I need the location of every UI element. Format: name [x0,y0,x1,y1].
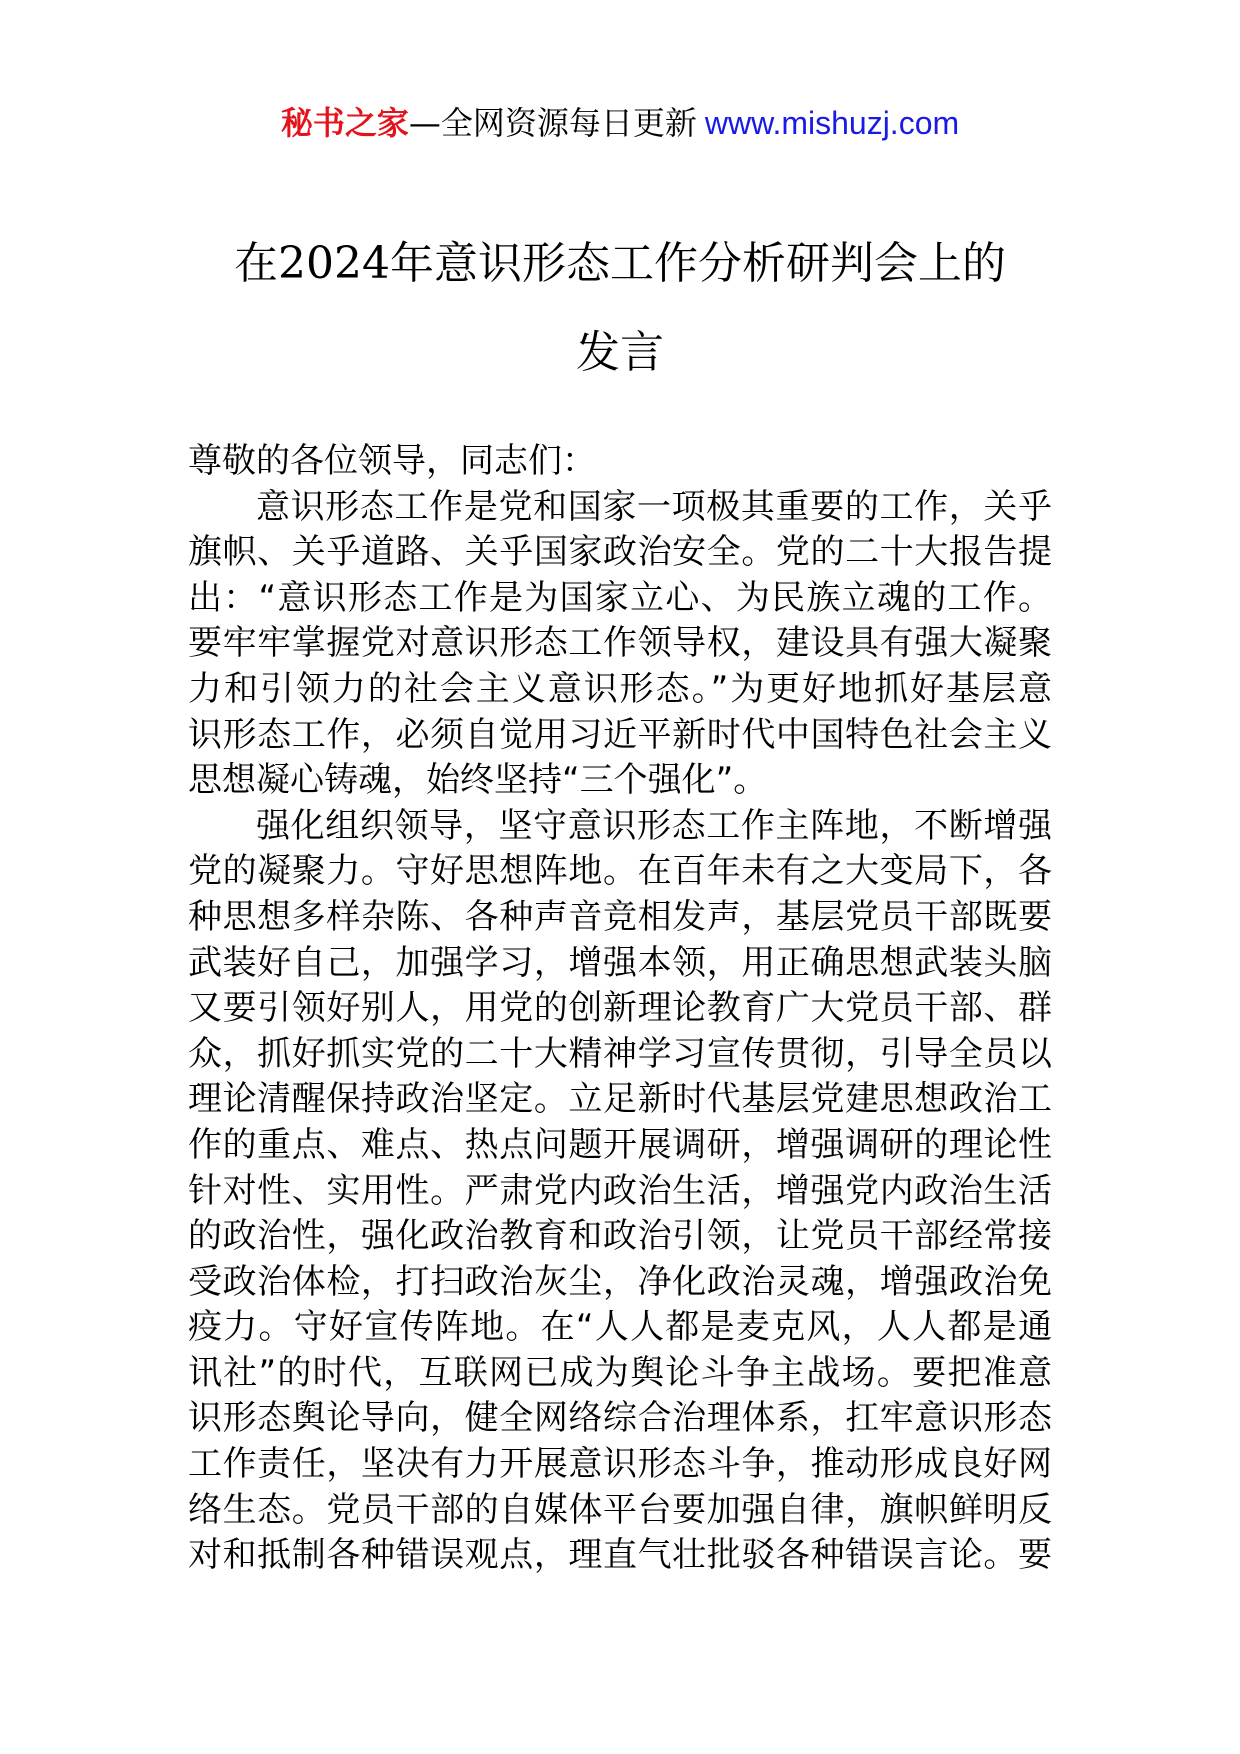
paragraph-line: 力和引领力的社会主义意识形态。”为更好地抓好基层意 [188,668,1052,709]
paragraph-line: 意识形态工作是党和国家一项极其重要的工作，关乎 [256,486,1052,527]
paragraph-line: 党的凝聚力。守好思想阵地。在百年未有之大变局下，各 [188,851,1052,892]
paragraph-line: 又要引领好别人，用党的创新理论教育广大党员干部、群 [188,988,1052,1029]
paragraph-line: 强化组织领导，坚守意识形态工作主阵地，不断增强 [256,805,1052,846]
document-title [0,219,1240,397]
title-line-1: 在2024年意识形态工作分析研判会上的 [234,238,1006,289]
paragraph-line: 对和抵制各种错误观点，理直气壮批驳各种错误言论。要 [188,1535,1052,1576]
paragraph-line: 武装好自己，加强学习，增强本领，用正确思想武装头脑 [188,942,1052,983]
paragraph-line: 的政治性，强化政治教育和政治引领，让党员干部经常接 [188,1216,1052,1257]
paragraph-line: 出：“意识形态工作是为国家立心、为民族立魂的工作。 [188,577,1052,618]
paragraph-line: 识形态工作，必须自觉用习近平新时代中国特色社会主义 [188,714,1052,755]
paragraph-line: 工作责任，坚决有力开展意识形态斗争，推动形成良好网 [188,1444,1052,1485]
paragraph-line: 识形态舆论导向，健全网络综合治理体系，扛牢意识形态 [188,1398,1052,1439]
paragraph-line: 针对性、实用性。严肃党内政治生活，增强党内政治生活 [188,1170,1052,1211]
paragraph-line: 思想凝心铸魂，始终坚持“三个强化”。 [188,760,768,801]
paragraph-line: 要牢牢掌握党对意识形态工作领导权，建设具有强大凝聚 [188,623,1052,664]
paragraph-line: 种思想多样杂陈、各种声音竞相发声，基层党员干部既要 [188,896,1052,937]
site-header [0,103,1240,143]
paragraph-line: 受政治体检，打扫政治灰尘，净化政治灵魂，增强政治免 [188,1261,1052,1302]
site-tagline: —全网资源每日更新 [408,104,697,142]
site-url-link[interactable]: www.mishuzj.com [704,105,960,141]
paragraph-line: 络生态。党员干部的自媒体平台要加强自律，旗帜鲜明反 [188,1489,1052,1530]
title-line-2: 发言 [576,327,664,378]
paragraph-line: 理论清醒保持政治坚定。立足新时代基层党建思想政治工 [188,1079,1052,1120]
paragraph-1 [188,485,1052,804]
site-brand: 秘书之家 [280,104,409,142]
paragraph-line: 旗帜、关乎道路、关乎国家政治安全。党的二十大报告提 [188,532,1052,573]
paragraph-line: 疫力。守好宣传阵地。在“人人都是麦克风，人人都是通 [188,1307,1052,1348]
paragraph-line: 众，抓好抓实党的二十大精神学习宣传贯彻，引导全员以 [188,1033,1052,1074]
paragraph-line: 讯社”的时代，互联网已成为舆论斗争主战场。要把准意 [188,1352,1052,1393]
document-body [188,439,1052,1579]
paragraph-2 [188,804,1052,1579]
salutation: 尊敬的各位领导，同志们： [188,441,596,481]
paragraph-line: 作的重点、难点、热点问题开展调研，增强调研的理论性 [188,1124,1052,1165]
